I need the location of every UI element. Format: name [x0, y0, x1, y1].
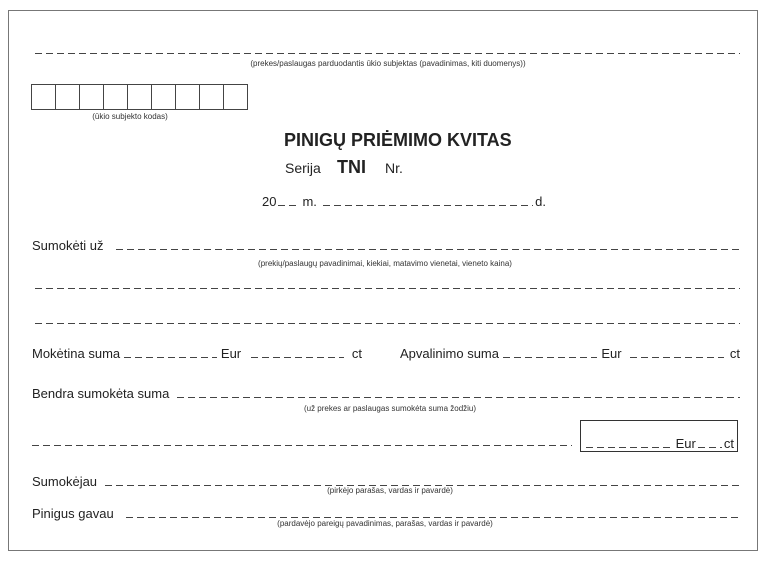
day-label: d. — [535, 194, 546, 209]
total-eur-label: Eur — [675, 436, 696, 451]
rounding-row — [400, 346, 740, 361]
year-field[interactable] — [278, 205, 300, 206]
payable-row — [32, 346, 362, 361]
payer-caption: (pirkėjo parašas, vardas ir pavardė) — [327, 486, 453, 495]
series-value: TNI — [337, 157, 366, 177]
month-label: m. — [302, 194, 317, 209]
code-box[interactable] — [223, 84, 248, 110]
document-title: PINIGŲ PRIĖMIMO KVITAS — [284, 130, 512, 150]
seller-field[interactable] — [35, 53, 740, 54]
code-box[interactable] — [79, 84, 104, 110]
code-box[interactable] — [127, 84, 152, 110]
pay-for-label: Sumokėti už — [32, 238, 104, 253]
rounding-eur-label: Eur — [601, 346, 622, 361]
code-box[interactable] — [103, 84, 128, 110]
number-label: Nr. — [385, 160, 403, 176]
total-label: Bendra sumokėta suma — [32, 386, 170, 401]
date-row — [262, 194, 546, 209]
pay-for-line-2[interactable] — [35, 288, 740, 289]
total-caption: (už prekes ar paslaugas sumokėta suma žodžiu) — [303, 404, 477, 413]
rounding-ct-field[interactable] — [630, 357, 724, 358]
code-box[interactable] — [55, 84, 80, 110]
code-box[interactable] — [199, 84, 224, 110]
company-code-boxes[interactable] — [32, 84, 248, 110]
total-eur-field[interactable] — [586, 447, 674, 448]
pay-for-caption: (prekių/paslaugų pavadinimai, kiekiai, matavimo vienetai, vieneto kaina) — [258, 259, 512, 268]
total-ct-field[interactable] — [698, 447, 722, 448]
code-caption: (ūkio subjekto kodas) — [92, 112, 168, 121]
payable-label: Mokėtina suma — [32, 346, 121, 361]
pay-for-line-3[interactable] — [35, 323, 740, 324]
total-row — [32, 386, 740, 401]
payable-eur-field[interactable] — [124, 357, 217, 358]
rounding-ct-label: ct — [729, 346, 741, 361]
code-box[interactable] — [151, 84, 176, 110]
total-ct-label: ct — [723, 436, 734, 451]
payer-label: Sumokėjau — [32, 474, 98, 489]
receiver-label: Pinigus gavau — [32, 506, 114, 521]
receiver-caption: (pardavėjo pareigų pavadinimas, parašas, vardas ir pavardė) — [277, 519, 493, 528]
total-words-field[interactable] — [177, 397, 740, 398]
seller-caption: (prekes/paslaugas parduodantis ūkio subjektas (pavadinimas, kiti duomenys)) — [250, 59, 526, 68]
rounding-eur-field[interactable] — [503, 357, 597, 358]
payable-ct-field[interactable] — [251, 357, 344, 358]
month-day-field[interactable] — [323, 205, 533, 206]
payable-eur-label: Eur — [220, 346, 242, 361]
receiver-signature-field[interactable] — [126, 517, 740, 518]
total-amount-row — [586, 436, 734, 451]
year-prefix: 20 — [262, 194, 277, 209]
code-box[interactable] — [175, 84, 200, 110]
pay-for-row — [32, 238, 740, 253]
series-label: Serija — [285, 160, 321, 176]
total-words-line-2[interactable] — [32, 445, 572, 446]
code-box[interactable] — [31, 84, 56, 110]
pay-for-field[interactable] — [116, 249, 740, 250]
rounding-label: Apvalinimo suma — [400, 346, 499, 361]
payable-ct-label: ct — [351, 346, 363, 361]
